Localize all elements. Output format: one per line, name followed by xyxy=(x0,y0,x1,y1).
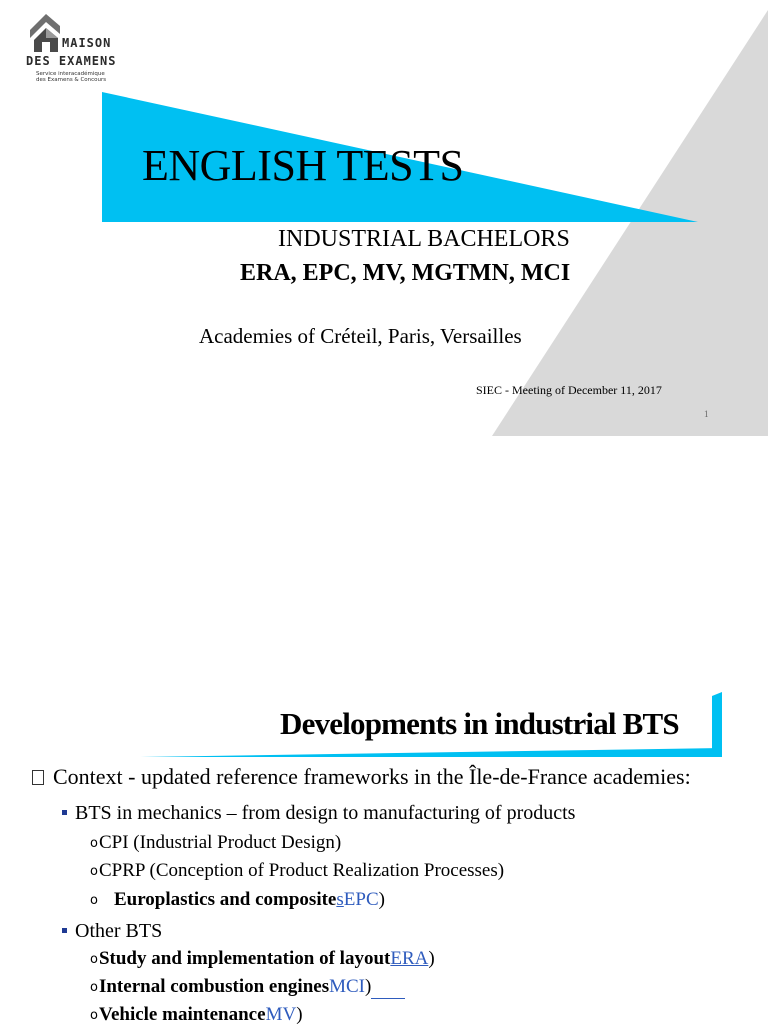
mv-link[interactable]: MV xyxy=(265,1004,297,1024)
close-paren: ) xyxy=(428,948,435,969)
list-item-cprp xyxy=(90,860,504,882)
logo-text-des-examens: DES EXAMENS xyxy=(26,54,117,68)
list-item-internal-combustion xyxy=(90,976,405,999)
close-paren: ) xyxy=(365,976,372,997)
vehicle-maintenance-text: Vehicle maintenance xyxy=(98,1004,266,1024)
circle-bullet-icon: o xyxy=(90,1008,98,1023)
logo-subtext-line2: des Examens & Concours xyxy=(36,77,107,83)
title-slide xyxy=(0,0,768,440)
square-bullet-icon xyxy=(62,810,67,815)
epc-link[interactable]: EPC xyxy=(343,889,379,910)
close-paren: ) xyxy=(296,1004,303,1024)
checkbox-bullet-icon xyxy=(32,770,44,785)
internal-combustion-text: Internal combustion engines xyxy=(98,976,330,997)
list-item-study-layout xyxy=(90,948,435,970)
logo-subtext xyxy=(36,71,136,83)
slide-title: ENGLISH TESTS xyxy=(142,141,464,190)
subtitle-programs: ERA, EPC, MV, MGTMN, MCI xyxy=(240,260,571,286)
maison-des-examens-logo xyxy=(22,10,132,90)
circle-bullet-icon: o xyxy=(90,893,98,908)
context-text: Context - updated reference frameworks in the Île-de-France academies: xyxy=(53,764,691,789)
close-paren: ) xyxy=(378,889,385,910)
academies-text: Academies of Créteil, Paris, Versailles xyxy=(199,324,522,348)
list-item-cpi xyxy=(90,832,341,854)
list-item-other-bts xyxy=(62,920,162,943)
slide-title: Developments in industrial BTS xyxy=(280,706,679,741)
cprp-text: CPRP (Conception of Product Realization Processes) xyxy=(98,860,505,881)
bts-mechanics-text: BTS in mechanics – from design to manufacturing of products xyxy=(75,802,576,824)
circle-bullet-icon: o xyxy=(90,980,98,995)
title-right-bar xyxy=(712,692,722,757)
list-item-europlastics xyxy=(90,889,385,911)
meeting-text: SIEC - Meeting of December 11, 2017 xyxy=(476,383,662,397)
list-item-bts-mechanics xyxy=(62,802,575,825)
circle-bullet-icon: o xyxy=(90,836,98,851)
list-item-vehicle-maintenance xyxy=(90,1004,365,1024)
link-underline-blank xyxy=(371,976,405,999)
circle-bullet-icon: o xyxy=(90,952,98,967)
other-bts-text: Other BTS xyxy=(75,920,163,942)
square-bullet-icon xyxy=(62,928,67,933)
europlastics-s-link[interactable]: s xyxy=(336,889,344,910)
mci-link[interactable]: MCI xyxy=(329,976,366,997)
circle-bullet-icon: o xyxy=(90,864,98,879)
europlastics-text: Europlastics and composite xyxy=(113,889,337,910)
cpi-text: CPI (Industrial Product Design) xyxy=(98,832,342,853)
grey-triangle xyxy=(492,10,768,436)
study-layout-text: Study and implementation of layout xyxy=(98,948,391,969)
link-underline-blank xyxy=(335,1004,365,1024)
logo-house-icon xyxy=(26,12,60,52)
content-slide xyxy=(0,660,768,1024)
slide-number: 1 xyxy=(704,409,709,419)
logo-text-maison: MAISON xyxy=(62,36,112,50)
list-item-context xyxy=(32,764,691,790)
logo-subtext-line1: Service interacadémique xyxy=(36,71,105,77)
era-link[interactable]: ERA xyxy=(390,948,429,969)
subtitle-industrial-bachelors: INDUSTRIAL BACHELORS xyxy=(278,226,570,252)
title-underline-wedge xyxy=(140,748,722,757)
